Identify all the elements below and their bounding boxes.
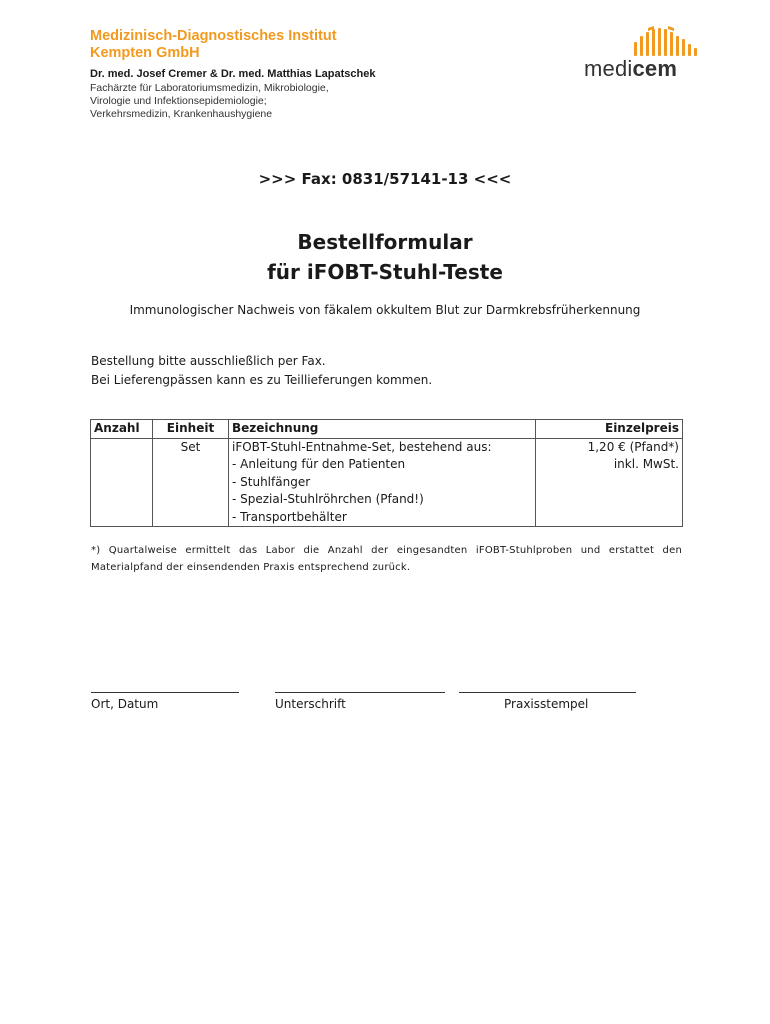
unterschrift-label: Unterschrift [275,697,346,711]
ort-datum-line[interactable] [91,692,239,693]
description-line: - Spezial-Stuhlröhrchen (Pfand!) [232,492,424,506]
price-note: inkl. MwSt. [613,457,679,471]
column-header-bezeichnung: Bezeichnung [229,420,536,439]
unit-cell: Set [153,438,229,527]
logo-wordmark-prefix: medi [584,56,633,81]
column-header-einzelpreis: Einzelpreis [536,420,683,439]
fax-number: >>> Fax: 0831/57141-13 <<< [258,170,512,188]
specialty-line: Fachärzte für Laboratoriumsmedizin, Mikrobiologie, [90,82,329,94]
price-value: 1,20 € (Pfand*) [587,439,679,454]
building-columns-icon [584,26,704,58]
doctors-line: Dr. med. Josef Cremer & Dr. med. Matthias Lapatschek [90,68,376,80]
footnote: *) Quartalweise ermittelt das Labor die Anzahl der eingesandten iFOBT-Stuhlproben und erstattet den Materialpfand der einsendenden Praxis entsprechend zurück. [91,545,682,573]
quantity-input-cell[interactable] [91,438,153,527]
table-header-row [91,420,683,439]
specialty-line: Virologie und Infektionsepidemiologie; [90,95,267,107]
order-instructions [91,352,432,390]
description-cell [229,438,536,527]
institute-name-line2: Kempten GmbH [90,45,200,61]
order-table [90,419,683,527]
instruction-line: Bei Lieferengpässen kann es zu Teillieferungen kommen. [91,373,433,387]
price-cell [536,438,683,527]
ort-datum-label: Ort, Datum [91,697,159,711]
description-line: - Anleitung für den Patienten [232,457,406,471]
description-line: iFOBT-Stuhl-Entnahme-Set, bestehend aus: [232,439,492,454]
specialties [90,82,329,121]
institute-name [90,28,337,62]
institute-name-line1: Medizinisch-Diagnostisches Institut [90,28,337,44]
praxisstempel-label: Praxisstempel [504,697,589,711]
praxisstempel-line[interactable] [459,692,636,693]
page-title [0,227,770,287]
column-header-anzahl: Anzahl [91,420,153,439]
specialty-line: Verkehrsmedizin, Krankenhaushygiene [90,108,273,120]
description-line: - Transportbehälter [232,509,347,524]
logo-wordmark-suffix: cem [632,56,678,81]
title-line1: Bestellformular [297,230,473,254]
page-subtitle: Immunologischer Nachweis von fäkalem okkultem Blut zur Darmkrebsfrüherkennung [129,303,641,317]
column-header-einheit: Einheit [153,420,229,439]
unterschrift-line[interactable] [275,692,445,693]
medicem-logo [584,26,704,86]
instruction-line: Bestellung bitte ausschließlich per Fax. [91,354,326,368]
logo-wordmark [584,56,677,82]
table-row [91,438,683,527]
description-line: - Stuhlfänger [232,474,311,489]
title-line2: für iFOBT-Stuhl-Teste [267,260,503,284]
